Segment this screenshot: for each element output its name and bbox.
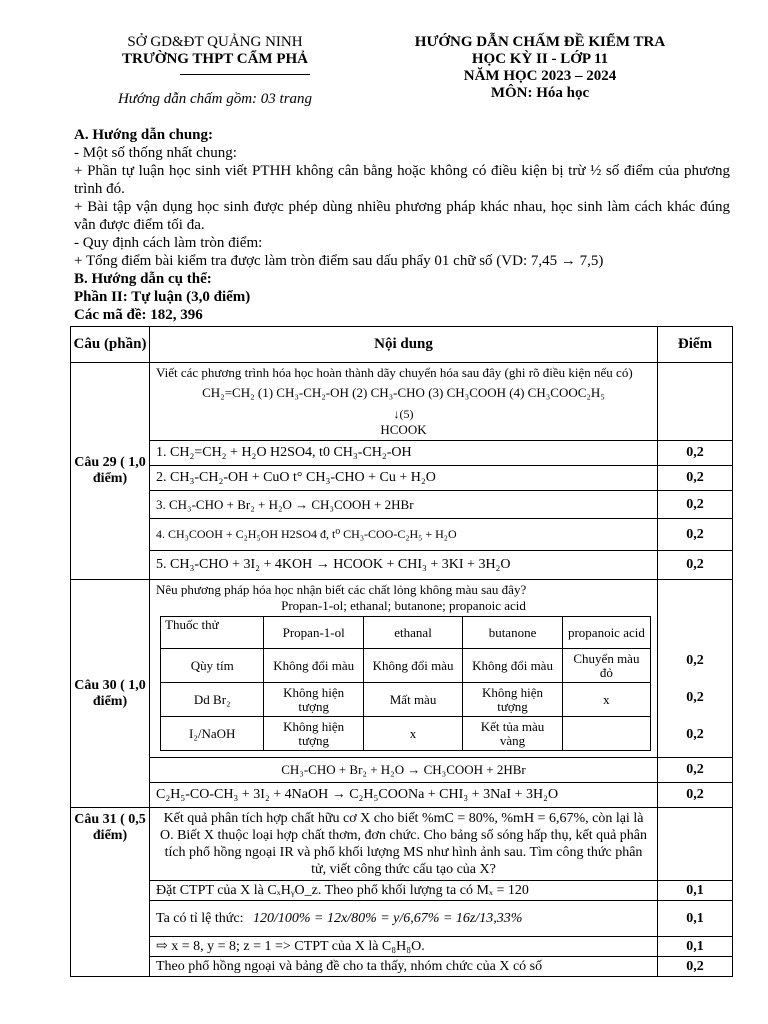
reagent-result: Không hiện tượng [264,717,363,751]
q31-row-1: Đặt CTPT của X là CₓHᵧO_z. Theo phổ khối lượng ta có Mₓ = 120 [150,881,658,901]
col-header-content: Nội dung [150,327,658,363]
q31-pts-2: 0,1 [658,901,733,937]
reagent-result: Không hiện tượng [264,683,363,717]
part-heading: Phần II: Tự luận (3,0 điểm) [74,289,251,305]
q29-eq-1: 1. CH₂=CH₂ + H₂O H2SO4, t0 CH₃-CH₂-OH [150,441,658,466]
q31-ratio-prefix: Ta có tỉ lệ thức: [156,910,244,926]
q29-pts-4: 0,2 [658,519,733,551]
doc-subject: MÔN: Hóa học [490,85,590,101]
header-right [380,34,700,102]
q29-prompt-cell [150,363,658,441]
q31-row-3: ⇨ x = 8, y = 8; z = 1 => CTPT của X là C₈H₈O. [150,937,658,957]
q30-prompt-cell [150,580,658,758]
q30-eq-2-pts: 0,2 [658,783,733,808]
q31-pts-3: 0,1 [658,937,733,957]
reagent-header: butanone [463,617,563,649]
reagent-result: Không đổi màu [463,649,563,683]
q29-pts-3: 0,2 [658,491,733,519]
q29-chain: CH₂=CH₂ (1) CH₃-CH₂-OH (2) CH₃-CHO (3) CH₃COOH (4) CH₃COOC₂H₅ [202,385,605,400]
q31-row-2 [150,901,658,937]
school-name: TRƯỜNG THPT CẨM PHẢ [122,51,308,67]
q29-label: Câu 29 ( 1,0 điểm) [71,363,150,580]
q29-pts-2: 0,2 [658,466,733,491]
q29-pts-5: 0,2 [658,551,733,580]
q30-pts-iodine: 0,2 [686,727,704,742]
q30-substances: Propan-1-ol; ethanal; butanone; propanoic acid [281,598,526,613]
reagent-header: Propan-1-ol [264,617,363,649]
q31-pts-1: 0,1 [658,881,733,901]
q30-pts-bromine: 0,2 [686,690,704,705]
doc-title: HƯỚNG DẪN CHẤM ĐỀ KIỂM TRA [414,34,666,50]
col-header-question: Câu (phần) [71,327,150,363]
reagent-header: ethanal [363,617,462,649]
q29-branch: ↓(5) [393,407,414,421]
q30-label: Câu 30 ( 1,0 điểm) [71,580,150,808]
doc-grade: HỌC KỲ II - LỚP 11 [471,51,609,67]
q31-prompt: Kết quả phân tích hợp chất hữu cơ X cho biết %mC = 80%, %mH = 6,67%, còn lại là O. Biết X thuộc loại hợp chất thơm, đơn chức. Cho bảng số sóng hấp thụ, kết quả phân tích phổ hồng ngoại IR và phổ khối lượng MS như hình ảnh sau. Tìm công thức phân tử, viết công thức cấu tạo của X? [150,808,658,881]
reagent-result: Chuyển màu đỏ [562,649,650,683]
q29-prompt: Viết các phương trình hóa học hoàn thành dãy chuyển hóa sau đây (ghi rõ điều kiện nếu có) [156,365,633,380]
general-guidance [74,126,730,324]
q29-eq-5: 5. CH₃-CHO + 3I₂ + 4KOH → HCOOK + CHI₃ + 3KI + 3H₂O [150,551,658,580]
q29-branch-product: HCOOK [380,422,427,437]
q30-eq-1-pts: 0,2 [658,758,733,783]
reagent-result: Kết tủa màu vàng [463,717,563,751]
q30-pts-gap [659,605,731,642]
q29-eq-2: 2. CH₃-CH₂-OH + CuO t° CH₃-CHO + Cu + H₂O [150,466,658,491]
q29-prompt-points [658,363,733,441]
header-underline [180,74,310,75]
q30-pts-litmus: 0,2 [686,653,704,668]
q30-eq-2: C₂H₅-CO-CH₃ + 3I₂ + 4NaOH → C₂H₅COONa + CHI₃ + 3NaI + 3H₂O [150,783,658,808]
reagent-table [160,616,651,751]
section-b-heading: B. Hướng dẫn cụ thể: [74,271,212,287]
reagent-name: I₂/NaOH [161,717,264,751]
reagent-header: propanoic acid [562,617,650,649]
reagent-result [562,717,650,751]
reagent-result: Không đổi màu [264,649,363,683]
section-a-heading: A. Hướng dẫn chung: [74,127,214,143]
general-line: + Bài tập vận dụng học sinh được phép dùng nhiều phương pháp khác nhau, học sinh làm cách khác đúng vẫn được điểm tối đa. [74,199,730,233]
grading-table [70,326,733,977]
general-line: - Quy định cách làm tròn điểm: [74,235,263,251]
q30-eq-1: CH₃-CHO + Br₂ + H₂O → CH₃COOH + 2HBr [150,758,658,783]
pages-note: Hướng dẫn chấm gồm: 03 trang [117,91,313,107]
general-line: + Tổng điểm bài kiểm tra được làm tròn điểm sau dấu phẩy 01 chữ số (VD: 7,45 → 7,5) [74,253,604,269]
q30-reagent-points [658,580,733,758]
q31-label: Câu 31 ( 0,5 điểm) [71,808,150,977]
q31-pts-4: 0,2 [658,957,733,977]
general-line: - Một số thống nhất chung: [74,145,237,161]
general-line: + Phần tự luận học sinh viết PTHH không cân bằng hoặc không có điều kiện bị trừ ½ số điểm của phương trình đó. [74,163,730,197]
q29-eq-4: 4. CH₃COOH + C₂H₅OH H2SO4 đ, t⁰ CH₃-COO-C₂H₅ + H₂O [150,519,658,551]
reagent-result: Không đổi màu [363,649,462,683]
q31-prompt-points [658,808,733,881]
reagent-name: Dd Br₂ [161,683,264,717]
reagent-result: Mất màu [363,683,462,717]
col-header-points: Điểm [658,327,733,363]
q31-ratio-fractions: 120/100% = 12x/80% = y/6,67% = 16z/13,33% [252,910,523,926]
reagent-header: Thuốc thử [161,617,264,649]
reagent-result: x [363,717,462,751]
dept-name: SỞ GD&ĐT QUẢNG NINH [127,34,303,50]
q29-pts-1: 0,2 [658,441,733,466]
q31-row-4: Theo phổ hồng ngoại và bảng đề cho ta thấy, nhóm chức của X có số [150,957,658,977]
reagent-result: x [562,683,650,717]
q29-eq-3: 3. CH₃-CHO + Br₂ + H₂O → CH₃COOH + 2HBr [150,491,658,519]
q30-prompt: Nêu phương pháp hóa học nhận biết các chất lỏng không màu sau đây? [156,582,527,597]
exam-codes: Các mã đề: 182, 396 [74,307,203,323]
reagent-result: Không hiện tượng [463,683,563,717]
header-left [100,34,330,68]
reagent-name: Qùy tím [161,649,264,683]
doc-year: NĂM HỌC 2023 – 2024 [463,68,617,84]
